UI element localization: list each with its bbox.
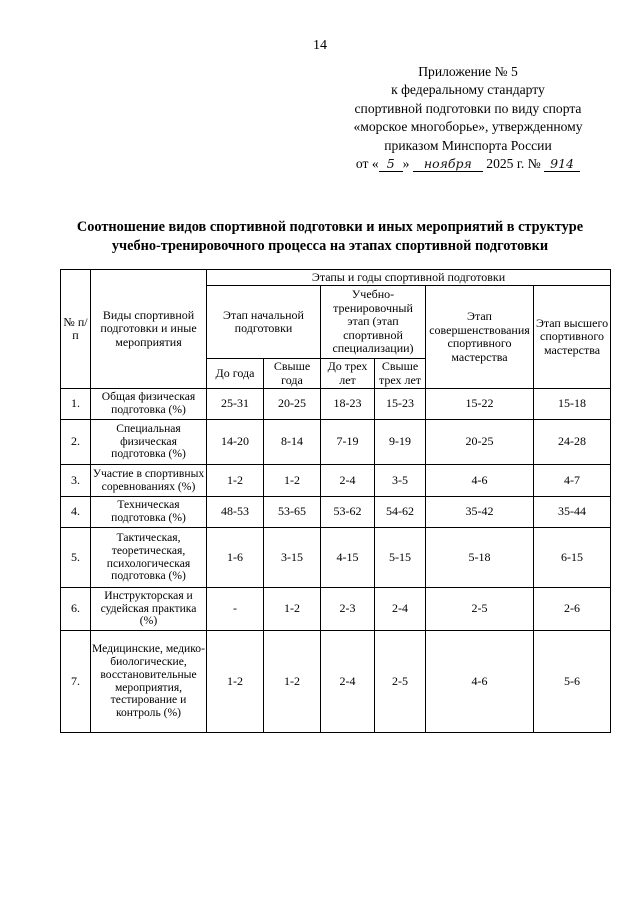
row-value-cell: 3-15 [264, 528, 321, 588]
row-value-cell: 18-23 [321, 389, 375, 420]
row-number: 6. [61, 588, 91, 631]
header-initial-stage: Этап начальной подготовки [207, 286, 321, 359]
row-value-cell: 8-14 [264, 420, 321, 465]
handwritten-day: 5 [379, 157, 403, 172]
row-number: 5. [61, 528, 91, 588]
row-number: 3. [61, 465, 91, 497]
appendix-line: спортивной подготовки по виду спорта [354, 100, 582, 116]
training-ratio-table [60, 269, 611, 733]
row-number: 1. [61, 389, 91, 420]
row-activity-name: Техническая подготовка (%) [91, 497, 207, 528]
row-number: 2. [61, 420, 91, 465]
table-body [61, 389, 611, 733]
row-value-cell: - [207, 588, 264, 631]
appendix-line: приказом Минспорта России [384, 137, 552, 153]
row-value-cell: 6-15 [534, 528, 611, 588]
header-up-to-year: До года [207, 359, 264, 389]
table-row [61, 420, 611, 465]
row-activity-name: Тактическая, теоретическая, психологическая подготовка (%) [91, 528, 207, 588]
date-year: 2025 г. № [486, 156, 541, 172]
order-date-line [312, 155, 624, 173]
handwritten-order-number: 914 [544, 157, 580, 172]
appendix-block [312, 63, 624, 173]
row-value-cell: 3-5 [375, 465, 426, 497]
row-value-cell: 53-62 [321, 497, 375, 528]
row-value-cell: 2-4 [375, 588, 426, 631]
row-value-cell: 1-6 [207, 528, 264, 588]
page-number: 14 [313, 38, 327, 53]
row-value-cell: 2-3 [321, 588, 375, 631]
row-activity-name: Участие в спортивных соревнованиях (%) [91, 465, 207, 497]
table-row [61, 465, 611, 497]
row-value-cell: 4-15 [321, 528, 375, 588]
row-value-cell: 1-2 [264, 588, 321, 631]
row-value-cell: 2-5 [375, 631, 426, 733]
row-value-cell: 24-28 [534, 420, 611, 465]
title-line: учебно-тренировочного процесса на этапах спортивной подготовки [111, 238, 549, 254]
row-value-cell: 48-53 [207, 497, 264, 528]
row-activity-name: Медицинские, медико-биологические, восстановительные мероприятия, тестирование и контроль (%) [91, 631, 207, 733]
row-value-cell: 2-6 [534, 588, 611, 631]
table-row [61, 497, 611, 528]
appendix-line: Приложение № 5 [418, 64, 518, 79]
row-value-cell: 2-4 [321, 631, 375, 733]
header-higher-stage: Этап высшего спортивного мастерства [534, 286, 611, 389]
row-value-cell: 2-5 [426, 588, 534, 631]
date-prefix: от « [355, 156, 379, 172]
row-value-cell: 7-19 [321, 420, 375, 465]
row-value-cell: 15-22 [426, 389, 534, 420]
header-kind: Виды спортивной подготовки и иные мероприятия [91, 270, 207, 389]
row-value-cell: 20-25 [426, 420, 534, 465]
row-value-cell: 25-31 [207, 389, 264, 420]
appendix-line: к федеральному стандарту [391, 82, 545, 98]
row-value-cell: 1-2 [207, 465, 264, 497]
handwritten-month: ноября [413, 157, 483, 172]
row-value-cell: 1-2 [207, 631, 264, 733]
row-value-cell: 15-18 [534, 389, 611, 420]
row-value-cell: 1-2 [264, 631, 321, 733]
header-over-three-years: Свыше трех лет [375, 359, 426, 389]
header-over-year: Свыше года [264, 359, 321, 389]
header-training-stage: Учебно-тренировочный этап (этап спортивной специализации) [321, 286, 426, 359]
title-line: Соотношение видов спортивной подготовки и иных мероприятий в структуре [76, 219, 584, 235]
row-value-cell: 14-20 [207, 420, 264, 465]
row-value-cell: 15-23 [375, 389, 426, 420]
table-row [61, 528, 611, 588]
row-value-cell: 54-62 [375, 497, 426, 528]
table-row [61, 631, 611, 733]
row-value-cell: 4-6 [426, 631, 534, 733]
row-value-cell: 20-25 [264, 389, 321, 420]
date-mid: » [402, 156, 410, 172]
row-value-cell: 4-7 [534, 465, 611, 497]
header-num: № п/п [61, 270, 91, 389]
header-improvement-stage: Этап совершенствования спортивного мастерства [426, 286, 534, 389]
table-row [61, 588, 611, 631]
row-value-cell: 5-18 [426, 528, 534, 588]
row-number: 7. [61, 631, 91, 733]
header-stages-group: Этапы и годы спортивной подготовки [207, 270, 611, 286]
document-title [40, 218, 620, 256]
row-number: 4. [61, 497, 91, 528]
row-activity-name: Специальная физическая подготовка (%) [91, 420, 207, 465]
row-value-cell: 53-65 [264, 497, 321, 528]
row-value-cell: 35-42 [426, 497, 534, 528]
row-value-cell: 4-6 [426, 465, 534, 497]
row-activity-name: Общая физическая подготовка (%) [91, 389, 207, 420]
table-row [61, 389, 611, 420]
row-value-cell: 1-2 [264, 465, 321, 497]
appendix-line: «морское многоборье», утвержденному [353, 119, 583, 135]
row-value-cell: 5-6 [534, 631, 611, 733]
row-value-cell: 5-15 [375, 528, 426, 588]
row-value-cell: 35-44 [534, 497, 611, 528]
row-value-cell: 9-19 [375, 420, 426, 465]
row-value-cell: 2-4 [321, 465, 375, 497]
row-activity-name: Инструкторская и судейская практика (%) [91, 588, 207, 631]
header-up-to-three-years: До трех лет [321, 359, 375, 389]
